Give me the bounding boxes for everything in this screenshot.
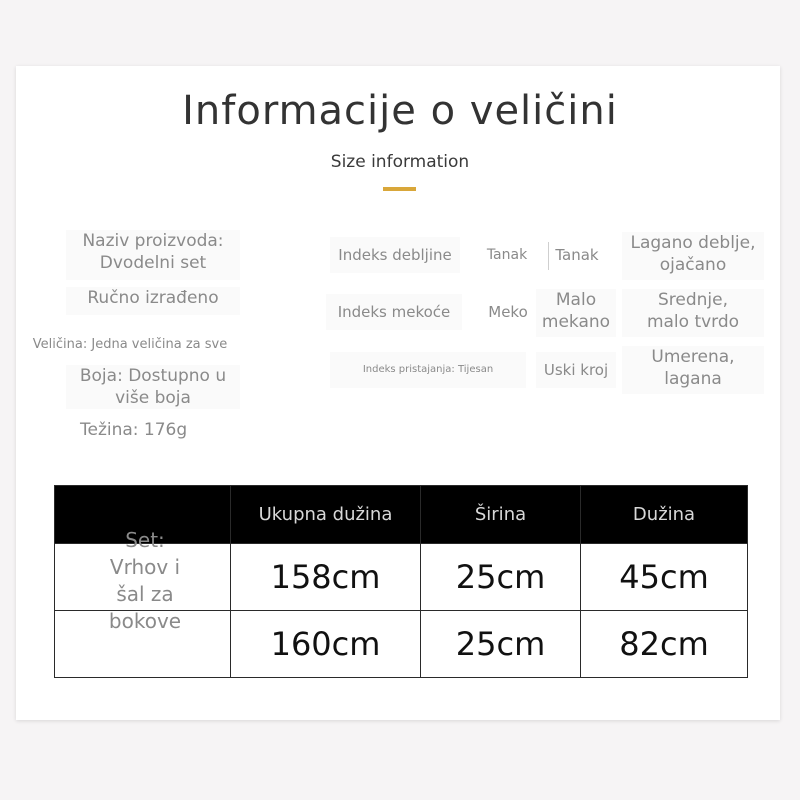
weight-label: Težina: 176g [80, 420, 188, 440]
table-cell: 25cm [421, 544, 581, 611]
product-name-label: Naziv proizvoda: [82, 231, 224, 251]
color-line-1: Boja: Dostupno u [79, 366, 227, 386]
thickness-option-thin-2: Tanak [555, 246, 599, 264]
handmade-label: Ručno izrađeno [66, 287, 240, 315]
softness-option-soft: Meko [488, 303, 528, 321]
table-header-width: Širina [421, 486, 581, 544]
page-title: Informacije o veličini [182, 88, 618, 134]
table-cell: 160cm [231, 611, 421, 678]
thickness-index-label: Indeks debljine [330, 237, 460, 273]
table-header-total-length: Ukupna dužina [231, 486, 421, 544]
table-cell: 158cm [231, 544, 421, 611]
softness-mid [536, 289, 616, 337]
softness-extra-line-2: malo tvrdo [646, 312, 740, 332]
set-label-line-3: šal za [116, 582, 174, 606]
set-label-line-1: Set: [125, 528, 165, 552]
set-label-line-2: Vrhov i [109, 555, 181, 579]
fit-option-slim: Uski kroj [536, 352, 616, 388]
thickness-option-thin-1: Tanak [486, 247, 528, 263]
fit-extra-line-2: lagana [664, 369, 722, 389]
softness-mid-line-1: Malo [555, 290, 597, 310]
set-label [85, 527, 205, 635]
table-cell: 45cm [581, 544, 748, 611]
product-name-value: Dvodelni set [99, 253, 207, 273]
softness-extra-line-1: Srednje, [657, 290, 729, 310]
thickness-extra-line-1: Lagano deblje, [630, 233, 756, 253]
product-name [66, 230, 240, 280]
thickness-extra-line-2: ojačano [659, 255, 727, 275]
color-line-2: više boja [115, 388, 191, 408]
fit-index-label: Indeks pristajanja: Tijesan [330, 352, 526, 388]
softness-extra [622, 289, 764, 337]
fit-extra-line-1: Umerena, [651, 347, 735, 367]
size-label: Veličina: Jedna veličina za sve [32, 337, 228, 352]
set-label-line-4: bokove [108, 609, 182, 633]
fit-extra [622, 346, 764, 394]
title-underline [383, 187, 416, 191]
table-cell: 82cm [581, 611, 748, 678]
table-header-length: Dužina [581, 486, 748, 544]
softness-mid-line-2: mekano [541, 312, 611, 332]
divider [548, 242, 549, 270]
table-cell: 25cm [421, 611, 581, 678]
color-info [66, 365, 240, 409]
page-subtitle: Size information [330, 152, 470, 172]
softness-index-label: Indeks mekoće [326, 294, 462, 330]
thickness-extra [622, 232, 764, 280]
